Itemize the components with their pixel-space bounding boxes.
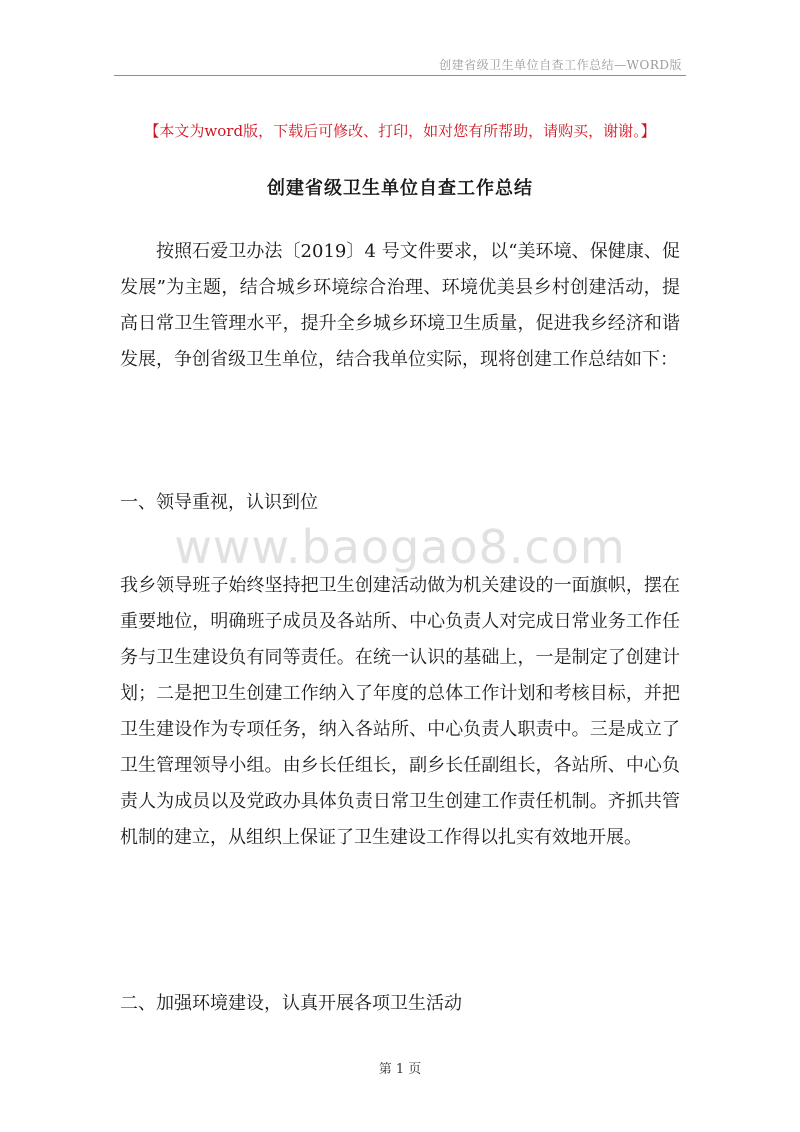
page-number: 第 1 页 [378,1062,422,1077]
purchase-notice: 【本文为word版，下载后可修改、打印，如对您有所帮助，请购买，谢谢。】 [144,122,656,140]
header-divider [114,75,686,76]
section-1-paragraph: 我乡领导班子始终坚持把卫生创建活动做为机关建设的一面旗帜，摆在重要地位，明确班子成员及各站所、中心负责人对完成日常业务工作任务与卫生建设负有同等责任。在统一认识的基础上，一是制定了创建计划；二是把卫生创建工作纳入了年度的总体工作计划和考核目标，并把卫生建设作为专项任务，纳入各站所、中心负责人职责中。三是成立了卫生管理领导小组。由乡长任组长，副乡长任副组长，各站所、中心负责人为成员以及党政办具体负责日常卫生创建工作责任机制。齐抓共管机制的建立，从组织上保证了卫生建设工作得以扎实有效地开展。 [120,575,680,848]
watermark: www.baogao8.com [174,520,626,574]
document-title: 创建省级卫生单位自查工作总结 [267,178,533,199]
section-heading-2: 二、加强环境建设，认真开展各项卫生活动 [120,993,462,1014]
section-heading-1: 一、领导重视，认识到位 [120,492,318,513]
intro-paragraph: 按照石爱卫办法〔2019〕4 号文件要求，以“美环境、保健康、促发展”为主题，结合城乡环境综合治理、环境优美县乡村创建活动，提高日常卫生管理水平，提升全乡城乡环境卫生质量，促进我乡经济和谐发展，争创省级卫生单位，结合我单位实际，现将创建工作总结如下： [120,241,680,370]
running-header: 创建省级卫生单位自查工作总结—WORD版 [439,58,682,72]
